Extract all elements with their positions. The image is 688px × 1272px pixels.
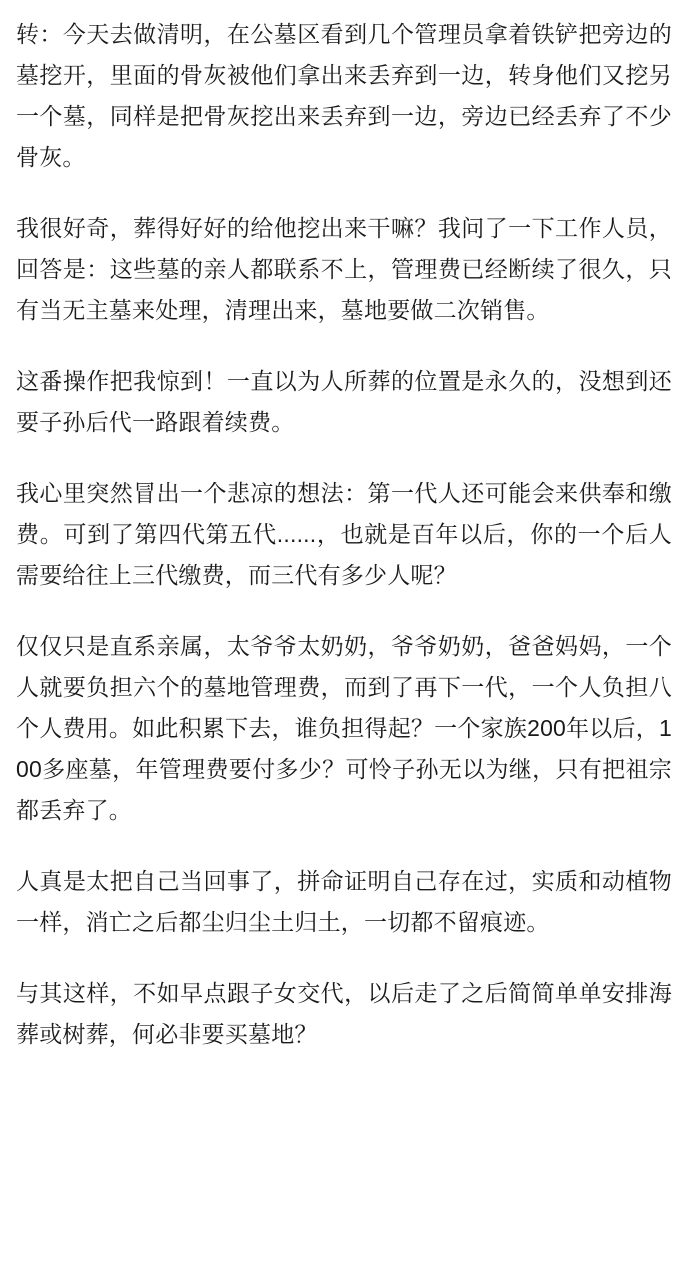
article-paragraph: 我很好奇，葬得好好的给他挖出来干嘛？我问了一下工作人员，回答是：这些墓的亲人都联系不上，管理费已经断续了很久，只有当无主墓来处理，清理出来，墓地要做二次销售。 [16, 215, 672, 323]
article-paragraph: 这番操作把我惊到！一直以为人所葬的位置是永久的，没想到还要子孙后代一路跟着续费。 [16, 368, 672, 435]
article-paragraph: 仅仅只是直系亲属，太爷爷太奶奶，爷爷奶奶，爸爸妈妈，一个人就要负担六个的墓地管理费，而到了再下一代，一个人负担八个人费用。如此积累下去，谁负担得起？一个家族200年以后，100多座墓，年管理费要付多少？可怜子孙无以为继，只有把祖宗都丢弃了。 [16, 633, 672, 823]
article-paragraph: 人真是太把自己当回事了，拼命证明自己存在过，实质和动植物一样，消亡之后都尘归尘土归土，一切都不留痕迹。 [16, 868, 672, 935]
article-paragraph: 我心里突然冒出一个悲凉的想法：第一代人还可能会来供奉和缴费。可到了第四代第五代......，也就是百年以后，你的一个后人需要给往上三代缴费，而三代有多少人呢？ [16, 480, 672, 588]
article-paragraph: 与其这样，不如早点跟子女交代，以后走了之后简简单单安排海葬或树葬，何必非要买墓地？ [16, 980, 672, 1047]
article-paragraph: 转：今天去做清明，在公墓区看到几个管理员拿着铁铲把旁边的墓挖开，里面的骨灰被他们拿出来丢弃到一边，转身他们又挖另一个墓，同样是把骨灰挖出来丢弃到一边，旁边已经丢弃了不少骨灰。 [16, 21, 672, 170]
